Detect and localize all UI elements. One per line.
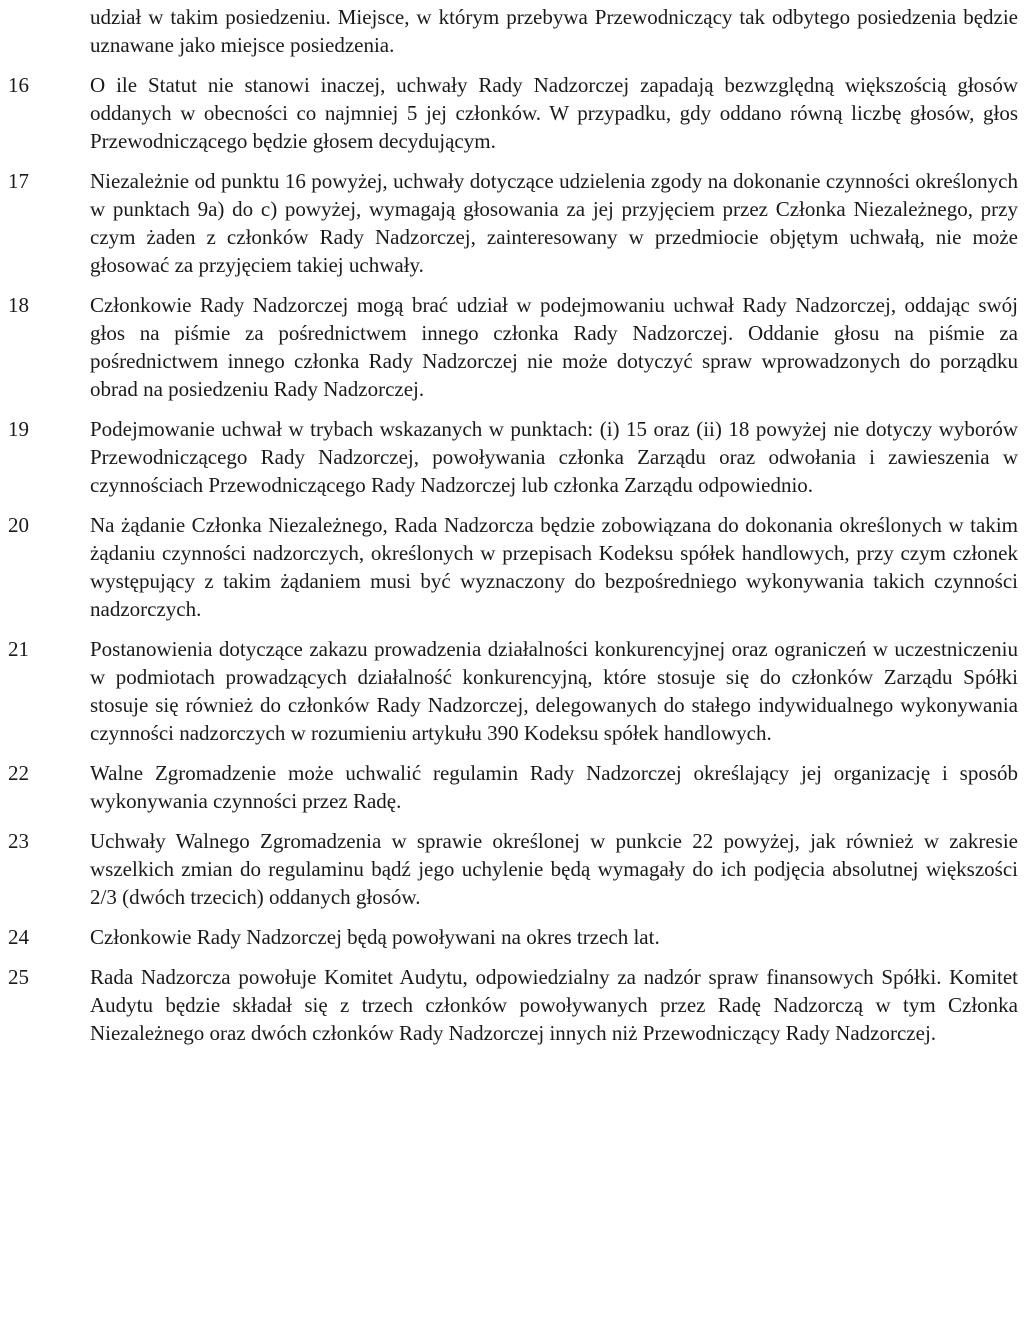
paragraph-22 xyxy=(8,759,1018,815)
paragraph-number: 16 xyxy=(8,73,29,97)
paragraph-text: Na żądanie Członka Niezależnego, Rada Nadzorcza będzie zobowiązana do dokonania określonych w takim żądaniu czynności nadzorczych, określonych w przepisach Kodeksu spółek handlowych, przy czym członek występujący z takim żądaniem musi być wyznaczony do bezpośredniego wykonywania takich czynności nadzorczych. xyxy=(90,513,1018,621)
paragraph-17 xyxy=(8,167,1018,279)
paragraph-number: 19 xyxy=(8,417,29,441)
paragraph-16 xyxy=(8,71,1018,155)
paragraph-text: Walne Zgromadzenie może uchwalić regulamin Rady Nadzorczej określający jej organizację i sposób wykonywania czynności przez Radę. xyxy=(90,761,1018,813)
paragraph-19 xyxy=(8,415,1018,499)
paragraph-23 xyxy=(8,827,1018,911)
paragraph-text: udział w takim posiedzeniu. Miejsce, w którym przebywa Przewodniczący tak odbytego posiedzenia będzie uznawane jako miejsce posiedzenia. xyxy=(90,5,1018,57)
paragraph-25 xyxy=(8,963,1018,1047)
paragraph-number: 22 xyxy=(8,761,29,785)
paragraph-text: Członkowie Rady Nadzorczej będą powoływani na okres trzech lat. xyxy=(90,925,660,949)
paragraph-24 xyxy=(8,923,1018,951)
paragraph-number: 23 xyxy=(8,829,29,853)
paragraph-number: 18 xyxy=(8,293,29,317)
paragraph-20 xyxy=(8,511,1018,623)
paragraph-text: Postanowienia dotyczące zakazu prowadzenia działalności konkurencyjnej oraz ograniczeń w uczestniczeniu w podmiotach prowadzących działalność konkurencyjną, które stosuje się do członków Zarządu Spółki stosuje się również do członków Rady Nadzorczej, delegowanych do stałego indywidualnego wykonywania czynności nadzorczych w rozumieniu artykułu 390 Kodeksu spółek handlowych. xyxy=(90,637,1018,745)
paragraph-text: Podejmowanie uchwał w trybach wskazanych w punktach: (i) 15 oraz (ii) 18 powyżej nie dotyczy wyborów Przewodniczącego Rady Nadzorczej, powoływania członka Zarządu oraz odwołania i zawieszenia w czynnościach Przewodniczącego Rady Nadzorczej lub członka Zarządu odpowiednio. xyxy=(90,417,1018,497)
paragraph-text: O ile Statut nie stanowi inaczej, uchwały Rady Nadzorczej zapadają bezwzględną większością głosów oddanych w obecności co najmniej 5 jej członków. W przypadku, gdy oddano równą liczbę głosów, głos Przewodniczącego będzie głosem decydującym. xyxy=(90,73,1018,153)
paragraph-number: 20 xyxy=(8,513,29,537)
paragraph-number: 24 xyxy=(8,925,29,949)
paragraph-continuation xyxy=(8,3,1018,59)
paragraph-text: Niezależnie od punktu 16 powyżej, uchwały dotyczące udzielenia zgody na dokonanie czynności określonych w punktach 9a) do c) powyżej, wymagają głosowania za jej przyjęciem przez Członka Niezależnego, przy czym żaden z członków Rady Nadzorczej, zainteresowany w przedmiocie objętym uchwałą, nie może głosować za przyjęciem takiej uchwały. xyxy=(90,169,1018,277)
paragraph-21 xyxy=(8,635,1018,747)
paragraph-number: 21 xyxy=(8,637,29,661)
paragraph-text: Rada Nadzorcza powołuje Komitet Audytu, odpowiedzialny za nadzór spraw finansowych Spółki. Komitet Audytu będzie składał się z trzech członków powoływanych przez Radę Nadzorczą w tym Członka Niezależnego oraz dwóch członków Rady Nadzorczej innych niż Przewodniczący Rady Nadzorczej. xyxy=(90,965,1018,1045)
paragraph-18 xyxy=(8,291,1018,403)
paragraph-number: 25 xyxy=(8,965,29,989)
paragraph-number: 17 xyxy=(8,169,29,193)
paragraph-text: Członkowie Rady Nadzorczej mogą brać udział w podejmowaniu uchwał Rady Nadzorczej, oddając swój głos na piśmie za pośrednictwem innego członka Rady Nadzorczej. Oddanie głosu na piśmie za pośrednictwem innego członka Rady Nadzorczej nie może dotyczyć spraw wprowadzonych do porządku obrad na posiedzeniu Rady Nadzorczej. xyxy=(90,293,1018,401)
paragraph-text: Uchwały Walnego Zgromadzenia w sprawie określonej w punkcie 22 powyżej, jak również w zakresie wszelkich zmian do regulaminu bądź jego uchylenie będą wymagały do ich podjęcia absolutnej większości 2/3 (dwóch trzecich) oddanych głosów. xyxy=(90,829,1018,909)
